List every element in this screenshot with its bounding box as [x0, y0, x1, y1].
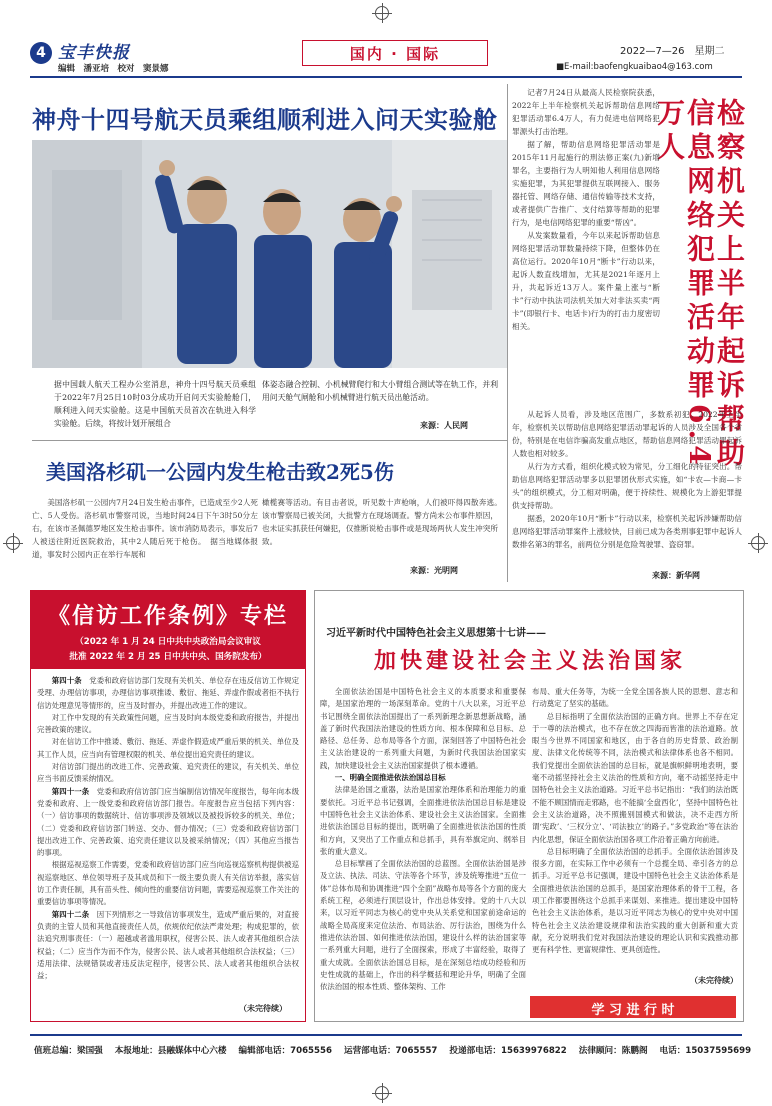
footer-value: 梁国强 [76, 1046, 103, 1056]
article-procuratorate-title: 检察机关上半年起诉帮助信息网络犯罪活动罪6.4万人 [653, 98, 746, 472]
procuratorate-p1: 记者7月24日从最高人民检察院获悉，2022年上半年检察机关起诉帮助信息网络犯罪活动罪6.4万人，有力促进电信网络犯罪源头打击治理。 [512, 88, 660, 136]
footer-item [344, 1044, 437, 1056]
article-la-title: 美国洛杉矶一公园内发生枪击致2死5伤 [46, 460, 394, 484]
procuratorate-source: 来源：新华网 [648, 570, 700, 581]
study-banner-text: 学 习 进 行 时 [591, 1003, 675, 1018]
footer-value: 7065556 [290, 1046, 332, 1056]
article-number: 第四十二条 [51, 909, 90, 919]
footer-label: 本报地址： [114, 1046, 158, 1056]
shenzhou-caption-right: 体姿态融合控制、小机械臂爬行和大小臂组合测试等在轨工作，并利用问天舱气闸舱和小机械臂进行航天员出舱活动。 [262, 380, 498, 402]
footer-value: 县融媒体中心六楼 [157, 1046, 227, 1056]
xinfang-paragraph [37, 675, 299, 712]
registration-mark-left [6, 536, 20, 550]
rule-of-law-p5: 总目标指明了全面依法治国的正确方向。世界上不存在定于一尊的法治模式，也不存在放之四海而皆准的法治道路。放眼当今世界不同国家和地区，由于各自的历史背景、政治制度、法律文化传统等不同，法治模式和法律体系也各不相同。我们党提出全面依法治国的总目标，就是旗帜鲜明地表明，要毫不动摇坚持社会主义法治的性质和方向，毫不动摇坚持走中国特色社会主义法治道路。习近平总书记指出：“我们的法治既不能不顾国情而走邪路，也不能搞‘全盘西化’，坚持中国特色社会主义法治道路，决不照搬别国模式和做法，决不走西方所谓‘宪政’、‘三权分立’、‘司法独立’的路子。”多党政治“等在法治内化思想，保证全面依法治国各项工作沿着正确方向前进。 [532, 711, 738, 844]
shenzhou-caption-left: 据中国载人航天工程办公室消息，神舟十四号航天员乘组于2022年7月25日10时03分成功开启问天实验舱舱门，顺利进入问天实验舱。这是中国航天员首次在轨进入科学实验舱。后续，将按计划开展组合 [54, 380, 256, 428]
footer-item [239, 1044, 332, 1056]
xinfang-body [37, 675, 299, 982]
footer-item [579, 1044, 648, 1056]
procuratorate-p6: 据悉，2020年10月“断卡”行动以来，检察机关起诉涉嫌帮助信息网络犯罪活动罪案件上涨较快，目前已成为各类刑事犯罪中起诉人数排名第3的罪名，前两位分别是危险驾驶罪、盗窃罪。 [512, 514, 742, 549]
xinfang-paragraph [37, 712, 299, 737]
la-body-col2: 橄榄赛等活动。有目击者说，听见数十声枪响，人们被吓得四散奔逃。 该市警察局已被关闭，大批警方在现场调查。警方尚未公布事件原因，也未证实抓获任何嫌犯，仅推断说枪击事件或是现场两伙人发生冲突所致。 [262, 498, 506, 546]
footer-label: 编辑部电话： [238, 1046, 291, 1056]
procuratorate-p2: 据了解，帮助信息网络犯罪活动罪是2015年11月起施行的刑法修正案(九)新增罪名，主要指行为人明知他人利用信息网络实施犯罪，为其犯罪提供互联网接入、服务器托管、网络存储、通信传输等技术支持，或者提供广告推广、支付结算等帮助的犯罪行为，是电信网络犯罪的重要“帮凶”。 [512, 140, 660, 227]
editor-credits: 编辑 潘亚培 校对 窦景娜 [58, 64, 169, 74]
rule-of-law-kicker: 习近平新时代中国特色社会主义思想第十七讲—— [326, 628, 546, 639]
xinfang-subtitle-1: （2022 年 1 月 24 日中共中央政治局会议审议 [75, 637, 261, 647]
header-rule [30, 76, 742, 78]
section-banner [302, 40, 488, 66]
registration-mark-bottom [375, 1086, 389, 1100]
procuratorate-body-bottom [512, 408, 742, 551]
registration-mark-top [375, 6, 389, 20]
rule-of-law-p2: 法律是治国之重器，法治是国家治理体系和治理能力的重要依托。习近平总书记强调，全面推进依法治国总目标是建设中国特色社会主义法治体系、建设社会主义法治国家。全面推进依法治国总目标的提出，既明确了全面推进依法治国的性质和方向，又突出了工作重点和总抓手，具有举旗定向、纲举目张的重大意义。 [320, 785, 526, 856]
rule-of-law-p6: 总目标明确了全面依法治国的总抓手。全面依法治国涉及很多方面，在实际工作中必须有一个总揽全局、牵引各方的总抓手。习近平总书记强调，建设中国特色社会主义法治体系是全面推进依法治国的总抓手，是国家治理体系的骨干工程，各项工作都要围绕这个总抓手来谋划、来推进。提出建设中国特色社会主义法治体系，是以习近平同志为核心的党中央对中国特色社会主义法治建设规律和法治实践的重大创新和重大贡献，充分说明我们党对我国法治建设的理论认识和实践推动都更有科学性、更富规律性、更具创造性。 [532, 846, 738, 955]
astronauts-photo [32, 140, 507, 368]
rule-of-law-p1: 全面依法治国是中国特色社会主义的本质要求和重要保障，是国家治理的一场深刻革命。党的十八大以来，习近平总书记围绕全面依法治国提出了一系列新理念新思想新战略，涵盖了新时代我国法治建设的性质方向、根本保障和总目标、总路径、总任务、总布局等各个方面，深刻回答了中国特色社会主义法治建设的一系列重大问题，为新时代我国法治国家实践，加快建设社会主义法治国家提供了根本遵循。 [320, 687, 526, 770]
column-divider [507, 84, 508, 582]
footer-label: 投递部电话： [449, 1046, 501, 1056]
section-title: 国内 · 国际 [349, 45, 441, 63]
footer-value: 陈鹏阁 [621, 1046, 648, 1056]
footer-rule [30, 1034, 742, 1036]
xinfang-paragraph [37, 786, 299, 860]
article-number: 第四十条 [51, 676, 82, 685]
la-source: 来源：光明网 [410, 566, 458, 575]
newspaper-logo: 宝丰快报 [58, 43, 130, 63]
footer-item [449, 1044, 566, 1056]
study-banner [530, 996, 736, 1018]
page-number: 4 [30, 42, 52, 64]
xinfang-paragraph [37, 736, 299, 761]
rule-of-law-subhead: 一、明确全面推进依法治国总目标 [334, 773, 446, 783]
article-text: 对工作中发现的有关政策性问题，应当及时向本级党委和政府报告，并提出完善政策的建议。 [37, 712, 299, 735]
astronauts-illustration [32, 140, 507, 368]
footer-value: 7065557 [395, 1046, 438, 1056]
procuratorate-p4: 从起诉人员看，涉及地区范围广，多数系初犯。2022年上半年，检察机关以帮助信息网络犯罪活动罪起诉的人员涉及全国各个省份，特别是在电信诈骗高发重点地区，帮助信息网络犯罪活动罪起诉人数也相对较多。 [512, 410, 742, 458]
procuratorate-p5: 从行为方式看，组织化模式较为常见，分工细化的特征突出。帮助信息网络犯罪活动罪多以犯罪团伙形式实施，如“卡农—卡商—卡头”的组织模式，分工相对明确，便于持续性、规模化为上游犯罪提供支持帮助。 [512, 462, 742, 510]
article-text: 党委和政府信访部门发现有关机关、单位存在违反信访工作规定受理、办理信访事项，办理信访事项推诿、敷衍、拖延、弄虚作假或者拒不执行信访处理意见等情形的，应当及时督办，并提出改进工作的建议。 [37, 676, 299, 710]
page-footer [34, 1044, 752, 1056]
article-text: 因下列情形之一导致信访事项发生，造成严重后果的，对直接负责的主管人员和其他直接责任人员，依规依纪依法严肃处理；构成犯罪的，依法追究刑事责任：（一）超越或者滥用职权，侵害公民、法人或者其他组织合法权益；（二）应当作为而不作为，侵害公民、法人或者其他组织合法权益；（三）适用法律、法规错误或者违反法定程序，侵害公民、法人或者其他组织合法权益； [37, 909, 299, 981]
xinfang-subtitle-2: 批准 2022 年 2 月 25 日中共中央、国务院发布） [69, 652, 267, 662]
procuratorate-body-top [512, 86, 660, 333]
rule-of-law-p4: 布局、重大任务等，为统一全党全国各族人民的思想、意志和行动奠定了坚实的基础。 [532, 687, 738, 709]
article-text: 对信访部门提出的改进工作、完善政策、追究责任的建议，有关机关、单位应当书面反馈采纳情况。 [37, 762, 299, 784]
xinfang-paragraph [37, 859, 299, 908]
xinfang-header [31, 591, 305, 669]
rule-of-law-end: （未完待续） [690, 976, 738, 985]
shenzhou-source: 来源：人民网 [420, 421, 468, 430]
xinfang-box [30, 590, 306, 1022]
xinfang-paragraph [37, 909, 299, 983]
article-text: 根据巡视巡察工作需要，党委和政府信访部门应当向巡视巡察机构提供被巡视巡察地区、单位领导班子及其成员和下一级主要负责人有关信访举报，落实信访工作责任制，具有苗头性、倾向性的重要信访问题，需要巡视巡察工作关注的重要信访事项等情况。 [37, 860, 299, 907]
footer-item [34, 1044, 103, 1056]
rule-of-law-col2 [532, 686, 738, 957]
xinfang-end: （未完待续） [239, 1004, 287, 1013]
xinfang-title: 《信访工作条例》专栏 [47, 603, 288, 629]
rule-of-law-col1 [320, 686, 526, 993]
contact-email: ■E-mail:baofengkuaibao4@163.com [556, 62, 713, 72]
xinfang-paragraph [37, 761, 299, 786]
rule-1 [32, 440, 507, 441]
article-text: 党委和政府信访部门应当编制信访情况年度报告，每年向本级党委和政府、上一级党委和政府信访部门报告。年度报告应当包括下列内容：（一）信访事项的数据统计、信访事项涉及领域以及被投诉较多的机关、单位；（二）党委和政府信访部门转送、交办、督办情况；（三）党委和政府信访部门提出改进工作、完善政策、追究责任建议以及被采纳情况；（四）其他应当报告的事项。 [37, 786, 299, 858]
page-header [30, 38, 742, 78]
footer-label: 运营部电话： [343, 1046, 396, 1056]
rule-of-law-title: 加快建设社会主义法治国家 [373, 648, 686, 674]
footer-label: 值班总编： [34, 1046, 77, 1056]
footer-value: 15037595699 [685, 1046, 752, 1056]
rule-of-law-p3: 总目标擘画了全面依法治国的总蓝图。全面依法治国是涉及立法、执法、司法、守法等各个环节，涉及统筹推进“五位一体”总体布局和协调推进“四个全面”战略布局等各个方面的庞大系统工程，必须进行顶层设计，作出总体安排。党的十八大以来，以习近平同志为核心的党中央从关系党和国家前途命运的战略全局高度来定位法治、布局法治、厉行法治，围绕为什么推进依法治国、如何推进依法治国，建设什么样的法治国家等一系列重大问题，进行了全面探索，形成了丰富经验，取得了重大成就。全面依法治国总目标，是在深刻总结成功经验和历史性成就的基础上，作出的科学概括和理论升华，明确了全面依法治国的根本性质、整体架构、工作 [320, 859, 526, 992]
procuratorate-p3: 从发案数量看，今年以来起诉帮助信息网络犯罪活动罪数量持续下降，但整体仍在高位运行。2020年10月“断卡”行动以来，起诉人数直线增加，尤其是2021年逐月上升，共起诉近13万人。案件量上涨与“断卡”行动中执法司法机关加大对非法买卖“两卡”(即银行卡、电话卡)行为的打击力度密切相关。 [512, 231, 660, 331]
article-text: 对在信访工作中推诿、敷衍、拖延、弄虚作假造成严重后果的机关、单位及其工作人员，应当向有管理权限的机关、单位提出追究责任的建议。 [37, 737, 299, 759]
footer-label: 电话： [659, 1046, 686, 1056]
la-body-col1: 美国洛杉矶一公园内7月24日发生枪击事件，已造成至少2人死亡、5人受伤。洛杉矶市警察司说，当地时间24日下午3时50分左右，在该市圣佩德罗地区发生枪击事件。该市消防局表示，事发后7人被送往附近医院救治，其中2人随后死于枪伤。 据当地媒体报道，事发时公园内正在举行车展和 [32, 498, 258, 559]
article-shenzhou-title: 神舟十四号航天员乘组顺利进入问天实验舱 [32, 105, 498, 134]
issue-date: 2022—7—26 星期二 [620, 46, 725, 57]
footer-item [660, 1044, 752, 1056]
registration-mark-right [751, 536, 765, 550]
footer-label: 法律顾问： [578, 1046, 622, 1056]
article-number: 第四十一条 [51, 786, 90, 796]
footer-item [115, 1044, 227, 1056]
footer-value: 15639976822 [500, 1046, 567, 1056]
